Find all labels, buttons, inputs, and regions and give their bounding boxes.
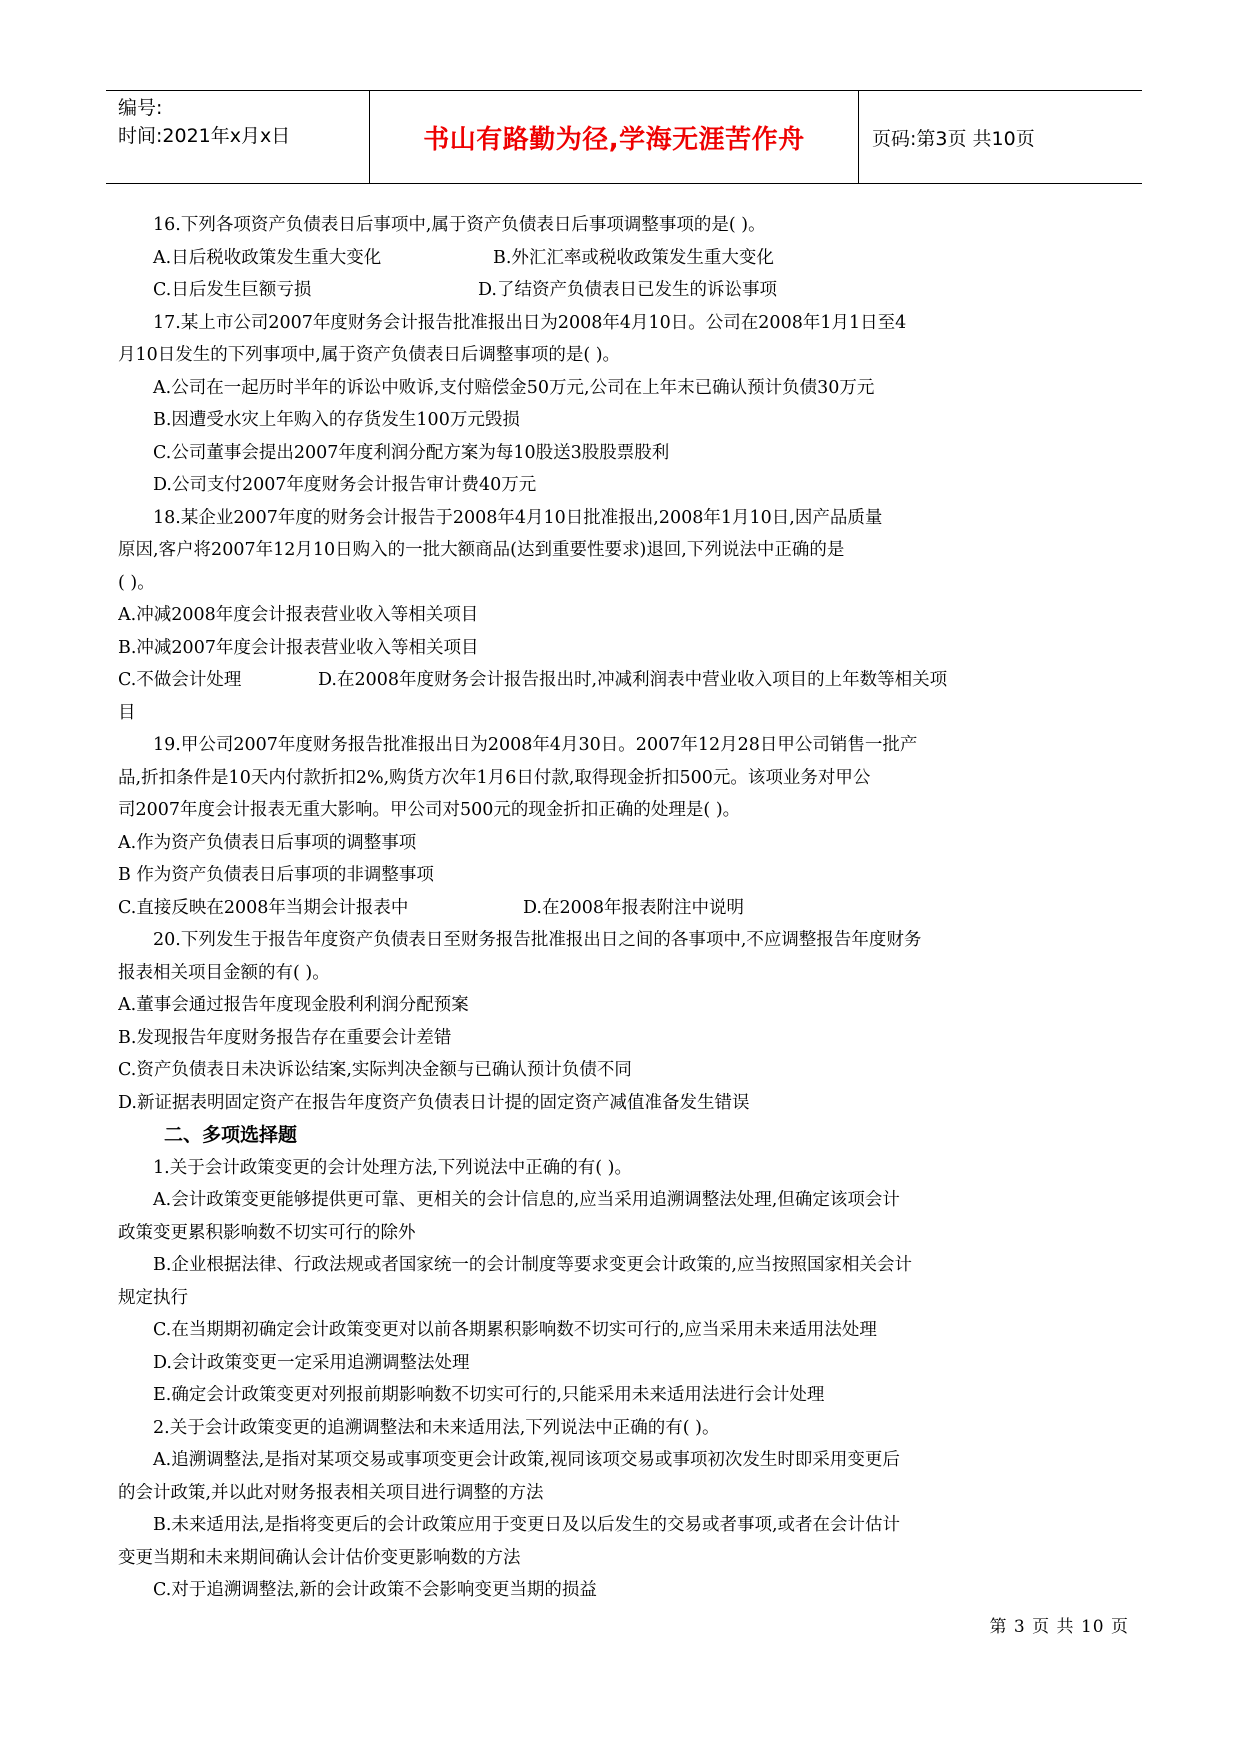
text-line: 原因,客户将2007年12月10日购入的一批大额商品(达到重要性要求)退回,下列说法中正确的是 [118,540,845,560]
text-line: 16.下列各项资产负债表日后事项中,属于资产负债表日后事项调整事项的是( )。 [153,215,766,235]
text-line: 1.关于会计政策变更的会计处理方法,下列说法中正确的有( )。 [153,1157,632,1178]
option-text: C.不做会计处理 [118,670,242,690]
text-line: A.冲减2008年度会计报表营业收入等相关项目 [118,605,479,625]
option-text: C.直接反映在2008年当期会计报表中 [118,897,409,918]
document-number-label: 编号: [118,97,163,119]
text-line: B.冲减2007年度会计报表营业收入等相关项目 [118,637,479,658]
option-text: D.在2008年度财务会计报告报出时,冲减利润表中营业收入项目的上年数等相关项 [318,670,948,690]
text-line: 17.某上市公司2007年度财务会计报告批准报出日为2008年4月10日。公司在2008年1月1日至4 [153,312,907,333]
document-body [118,209,1128,1607]
option-text: A.日后税收政策发生重大变化 [153,247,382,268]
text-line: 月10日发生的下列事项中,属于资产负债表日后调整事项的是( )。 [118,345,621,365]
text-line: B.未来适用法,是指将变更后的会计政策应用于变更日及以后发生的交易或者事项,或者在会计估计 [153,1515,901,1535]
text-line: A.追溯调整法,是指对某项交易或事项变更会计政策,视同该项交易或事项初次发生时即采用变更后 [153,1450,900,1470]
text-line [118,664,1128,697]
text-line: C.对于追溯调整法,新的会计政策不会影响变更当期的损益 [153,1580,597,1600]
text-line: 司2007年度会计报表无重大影响。甲公司对500元的现金折扣正确的处理是( )。 [118,800,741,820]
header-meta [118,91,368,183]
text-line: B.企业根据法律、行政法规或者国家统一的会计制度等要求变更会计政策的,应当按照国家相关会计 [153,1255,912,1275]
text-line: ( )。 [118,572,155,593]
text-line: 的会计政策,并以此对财务报表相关项目进行调整的方法 [118,1482,544,1503]
text-line: B.发现报告年度财务报告存在重要会计差错 [118,1027,452,1048]
text-line: 品,折扣条件是10天内付款折扣2%,购货方次年1月6日付款,取得现金折扣500元。该项业务对甲公 [118,767,871,788]
text-line: A.会计政策变更能够提供更可靠、更相关的会计信息的,应当采用追溯调整法处理,但确定该项会计 [153,1190,900,1210]
document-time-label: 时间:2021年x月x日 [118,125,291,147]
text-line: B 作为资产负债表日后事项的非调整事项 [118,865,434,885]
header-motto: 书山有路勤为径,学海无涯苦作舟 [423,124,805,155]
text-line: C.公司董事会提出2007年度利润分配方案为每10股送3股股票股利 [153,442,670,463]
option-text: D.在2008年报表附注中说明 [523,897,745,918]
text-line [118,892,1128,925]
option-text: B.外汇汇率或税收政策发生重大变化 [493,247,774,268]
page-footer: 第 3 页 共 10 页 [989,1617,1129,1637]
header-divider [858,91,859,183]
text-line: A.公司在一起历时半年的诉讼中败诉,支付赔偿金50万元,公司在上年末已确认预计负债30万元 [153,377,875,398]
text-line: C.资产负债表日未决诉讼结案,实际判决金额与已确认预计负债不同 [118,1060,632,1080]
text-line: 规定执行 [118,1287,188,1308]
text-line: A.作为资产负债表日后事项的调整事项 [118,832,417,853]
option-text: D.了结资产负债表日已发生的诉讼事项 [478,280,777,300]
text-line: A.董事会通过报告年度现金股利利润分配预案 [118,995,469,1015]
text-line [118,242,1128,275]
text-line: 目 [118,702,136,723]
text-line: 18.某企业2007年度的财务会计报告于2008年4月10日批准报出,2008年1月10日,因产品质量 [153,507,883,528]
text-line: 19.甲公司2007年度财务报告批准报出日为2008年4月30日。2007年12月28日甲公司销售一批产 [153,735,918,755]
section-heading: 二、多项选择题 [164,1124,298,1146]
text-line: 变更当期和未来期间确认会计估价变更影响数的方法 [118,1547,521,1568]
text-line: D.公司支付2007年度财务会计报告审计费40万元 [153,475,537,495]
page-header [106,90,1142,184]
text-line: D.新证据表明固定资产在报告年度资产负债表日计提的固定资产减值准备发生错误 [118,1092,750,1113]
option-text: C.日后发生巨额亏损 [153,280,312,300]
text-line: 2.关于会计政策变更的追溯调整法和未来适用法,下列说法中正确的有( )。 [153,1417,720,1438]
text-line: B.因遭受水灾上年购入的存货发生100万元毁损 [153,410,520,430]
text-line: C.在当期期初确定会计政策变更对以前各期累积影响数不切实可行的,应当采用未来适用法处理 [153,1320,877,1340]
text-line: 20.下列发生于报告年度资产负债表日至财务报告批准报出日之间的各事项中,不应调整报告年度财务 [153,930,922,950]
text-line [118,274,1128,307]
text-line: 报表相关项目金额的有( )。 [118,962,330,983]
text-line: E.确定会计政策变更对列报前期影响数不切实可行的,只能采用未来适用法进行会计处理 [153,1385,825,1405]
text-line: D.会计政策变更一定采用追溯调整法处理 [153,1352,470,1373]
text-line: 政策变更累积影响数不切实可行的除外 [118,1222,416,1243]
header-page-label: 页码:第3页 共10页 [872,127,1035,150]
